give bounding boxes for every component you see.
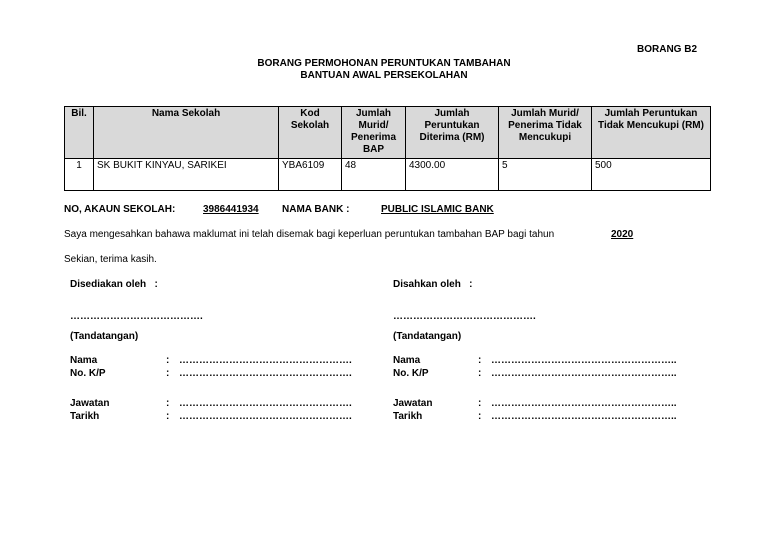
prepared-tarikh-label: Tarikh — [70, 411, 100, 422]
school-table — [64, 106, 711, 191]
approved-nama-label: Nama — [393, 355, 421, 366]
prepared-kp-colon: : — [166, 368, 170, 379]
prepared-kp-field[interactable]: ……………………………………………. — [179, 368, 352, 379]
approved-nama-field[interactable]: ……………………………………………….. — [491, 355, 677, 366]
prepared-nama-label: Nama — [70, 355, 98, 366]
approved-by-heading: Disahkan oleh : — [393, 279, 473, 290]
approved-jawatan-field[interactable]: ……………………………………………….. — [491, 398, 677, 409]
cell-peruntukan-tidak-mencukupi: 500 — [592, 159, 711, 191]
col-header-nama-sekolah: Nama Sekolah — [94, 107, 279, 159]
account-label: NO, AKAUN SEKOLAH: — [64, 204, 176, 215]
approved-signature-label: (Tandatangan) — [393, 331, 462, 342]
col-header-bil: Bil. — [65, 107, 94, 159]
cell-kod-sekolah: YBA6109 — [279, 159, 342, 191]
page-subtitle: BANTUAN AWAL PERSEKOLAHAN — [300, 70, 468, 81]
cell-peruntukan-diterima: 4300.00 — [406, 159, 499, 191]
col-header-murid-tidak-mencukupi: Jumlah Murid/ Penerima Tidak Mencukupi — [499, 107, 592, 159]
approved-signature-line: ……………………………………. — [393, 311, 536, 322]
cell-nama-sekolah: SK BUKIT KINYAU, SARIKEI — [94, 159, 279, 191]
prepared-nama-colon: : — [166, 355, 170, 366]
prepared-jawatan-label: Jawatan — [70, 398, 110, 409]
col-header-peruntukan-diterima: Jumlah Peruntukan Diterima (RM) — [406, 107, 499, 159]
year: 2020 — [611, 229, 634, 240]
prepared-signature-line: …………………………………. — [70, 311, 203, 322]
approved-tarikh-field[interactable]: ……………………………………………….. — [491, 411, 677, 422]
approved-jawatan-label: Jawatan — [393, 398, 433, 409]
prepared-tarikh-colon: : — [166, 411, 170, 422]
prepared-jawatan-colon: : — [166, 398, 170, 409]
prepared-jawatan-field[interactable]: ……………………………………………. — [179, 398, 352, 409]
approved-nama-colon: : — [478, 355, 482, 366]
col-header-jumlah-murid: Jumlah Murid/ Penerima BAP — [342, 107, 406, 159]
prepared-signature-label: (Tandatangan) — [70, 331, 139, 342]
approved-kp-field[interactable]: ……………………………………………….. — [491, 368, 677, 379]
approved-kp-label: No. K/P — [393, 368, 429, 379]
table-row — [65, 159, 711, 191]
prepared-tarikh-field[interactable]: ……………………………………………. — [179, 411, 352, 422]
page-title: BORANG PERMOHONAN PERUNTUKAN TAMBAHAN — [257, 58, 511, 69]
table-header-row — [65, 107, 711, 159]
bank-name: PUBLIC ISLAMIC BANK — [381, 204, 494, 215]
prepared-kp-label: No. K/P — [70, 368, 106, 379]
bank-label: NAMA BANK : — [282, 204, 350, 215]
cell-murid-tidak-mencukupi: 5 — [499, 159, 592, 191]
prepared-by-heading: Disediakan oleh : — [70, 279, 158, 290]
approved-tarikh-label: Tarikh — [393, 411, 423, 422]
col-header-kod-sekolah: Kod Sekolah — [279, 107, 342, 159]
cell-bil: 1 — [65, 159, 94, 191]
approved-kp-colon: : — [478, 368, 482, 379]
cell-jumlah-murid: 48 — [342, 159, 406, 191]
account-number: 3986441934 — [203, 204, 259, 215]
approved-tarikh-colon: : — [478, 411, 482, 422]
closing-text: Sekian, terima kasih. — [64, 254, 157, 265]
form-code: BORANG B2 — [637, 44, 698, 55]
confirm-text: Saya mengesahkan bahawa maklumat ini telah disemak bagi keperluan peruntukan tambahan BAP bagi tahun — [64, 229, 555, 240]
approved-jawatan-colon: : — [478, 398, 482, 409]
col-header-peruntukan-tidak-mencukupi: Jumlah Peruntukan Tidak Mencukupi (RM) — [592, 107, 711, 159]
prepared-nama-field[interactable]: ……………………………………………. — [179, 355, 352, 366]
